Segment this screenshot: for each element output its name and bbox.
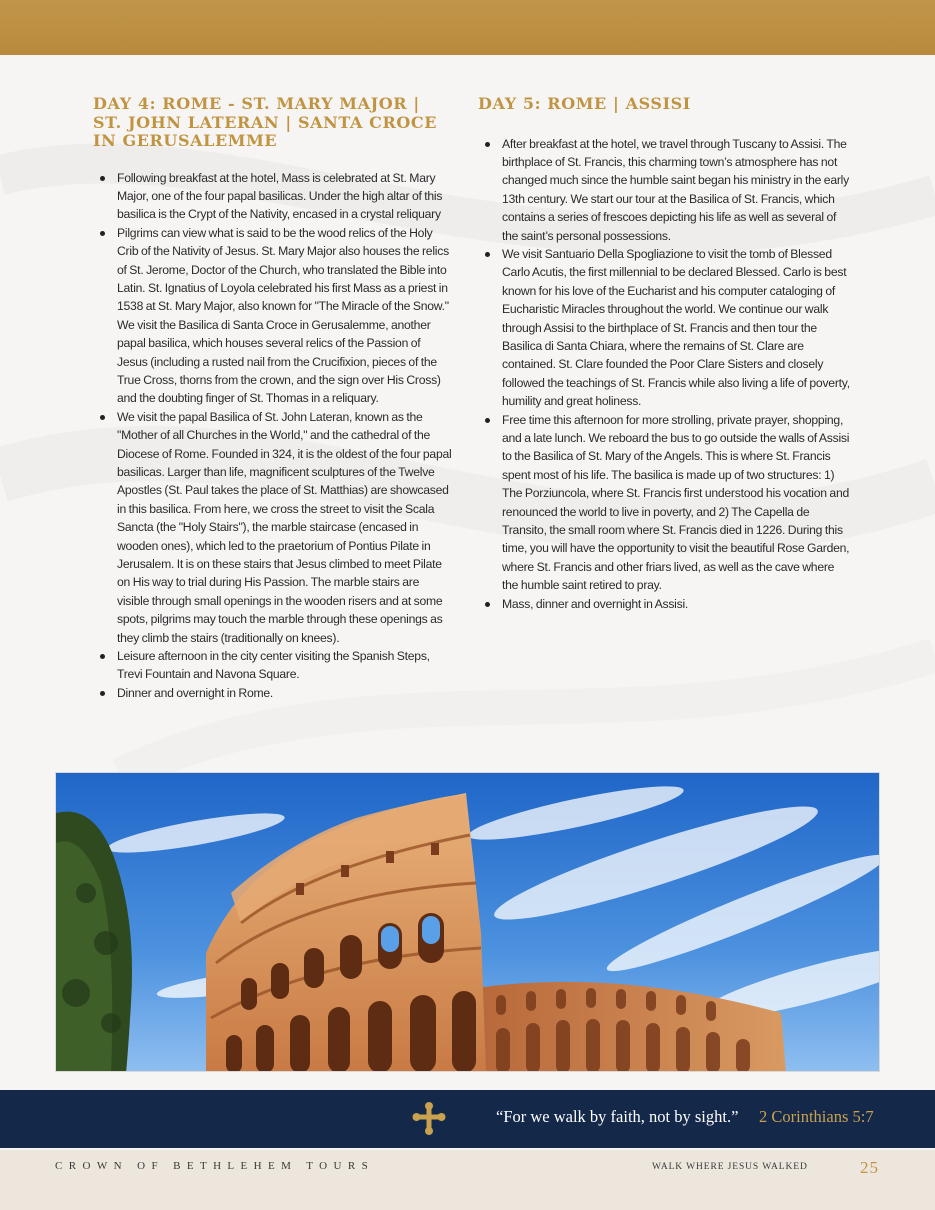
list-item: We visit the papal Basilica of St. John Lateran, known as the "Mother of all Churches in the World," and the cathedral of the Diocese of Rome. Founded in 324, it is the oldest of the four papal basilicas. Larger than life, magnificent sculptures of the Twelve Apostles (St. Paul takes the place of St. Matthias) are showcased in this basilica. From here, we cross the street to visit the Scala Sancta (the "Holy Stairs"), the marble staircase (encased in wooden ones), which led to the praetorium of Pontius Pilate in Jerusalem. It is on these stairs that Jesus climbed to meet Pilate on His way to trial during His Passion. The marble stairs are visible through small openings in the wooden risers and at some spots, pilgrims may touch the marble through these openings as they climb the stairs (traditionally on knees). <box>117 408 453 647</box>
list-item: Pilgrims can view what is said to be the wood relics of the Holy Crib of the Nativity of Jesus. St. Mary Major also houses the relics of St. Jerome, Doctor of the Church, who translated the Bible into Latin. St. Ignatius of Loyola celebrated his first Mass as a priest in 1538 at St. Mary Major, also known for "The Miracle of the Snow." We visit the Basilica di Santa Croce in Gerusalemme, another papal basilica, which houses several relics of the Passion of Jesus (including a rusted nail from the Crucifixion, pieces of the True Cross, thorns from the crown, and the sign over His Cross) and the doubting finger of St. Thomas in a reliquary. <box>117 224 453 408</box>
day5-list <box>478 135 850 614</box>
day5-column <box>478 95 850 613</box>
day4-title: DAY 4: ROME - ST. MARY MAJOR | ST. JOHN LATERAN | SANTA CROCE IN GERUSALEMME <box>93 94 438 150</box>
budded-cross-icon <box>412 1101 446 1135</box>
page-number: 25 <box>860 1158 879 1177</box>
list-item: Leisure afternoon in the city center visiting the Spanish Steps, Trevi Fountain and Navona Square. <box>117 647 453 684</box>
list-item: Free time this afternoon for more strolling, private prayer, shopping, and a late lunch. We reboard the bus to go outside the walls of Assisi to the Basilica of St. Mary of the Angels. This is where St. Francis spent most of his life. The basilica is made up of two structures: 1) The Porziuncola, where St. Francis first understood his vocation and renounced the world to live in poverty, and 2) The Capella de Transito, the small room where St. Francis died in 1226. During this time, you will have the opportunity to visit the beautiful Rose Garden, where St. Francis and other friars lived, as well as the cave where the humble saint retired to pray. <box>502 411 850 595</box>
day4-list <box>93 169 453 703</box>
day5-title: DAY 5: ROME | ASSISI <box>478 94 691 113</box>
footer-tagline: WALK WHERE JESUS WALKED <box>652 1162 808 1172</box>
colosseum-photo <box>55 772 880 1072</box>
list-item: Mass, dinner and overnight in Assisi. <box>502 595 850 613</box>
scripture-quote: “For we walk by faith, not by sight.” <box>496 1107 739 1126</box>
list-item: We visit Santuario Della Spogliazione to visit the tomb of Blessed Carlo Acutis, the first millennial to be declared Blessed. Carlo is best known for his love of the Eucharist and his computer cataloging of Eucharistic Miracles throughout the world. We continue our walk through Assisi to the birthplace of St. Francis and then tour the Basilica di Santa Chiara, where the remains of St. Clare are contained. St. Clare founded the Poor Clare Sisters and closely followed the teachings of St. Francis while also living a life of poverty, humility and great holiness. <box>502 245 850 411</box>
quote-band <box>0 1090 935 1148</box>
list-item: Dinner and overnight in Rome. <box>117 684 453 702</box>
footer-brand: CROWN OF BETHLEHEM TOURS <box>55 1160 375 1172</box>
top-gold-band <box>0 0 935 55</box>
scripture-reference: 2 Corinthians 5:7 <box>759 1107 874 1126</box>
day4-column <box>93 95 453 702</box>
list-item: After breakfast at the hotel, we travel through Tuscany to Assisi. The birthplace of St. Francis, this charming town’s atmosphere has not changed much since the humble saint began his ministry in the early 13th century. We start our tour at the Basilica of St. Francis, which contains a series of frescoes depicting his life as well as several of the saint’s personal possessions. <box>502 135 850 245</box>
list-item: Following breakfast at the hotel, Mass is celebrated at St. Mary Major, one of the four papal basilicas. Under the high altar of this basilica is the Crypt of the Nativity, encased in a crystal reliquary <box>117 169 453 224</box>
page-footer <box>0 1150 935 1210</box>
